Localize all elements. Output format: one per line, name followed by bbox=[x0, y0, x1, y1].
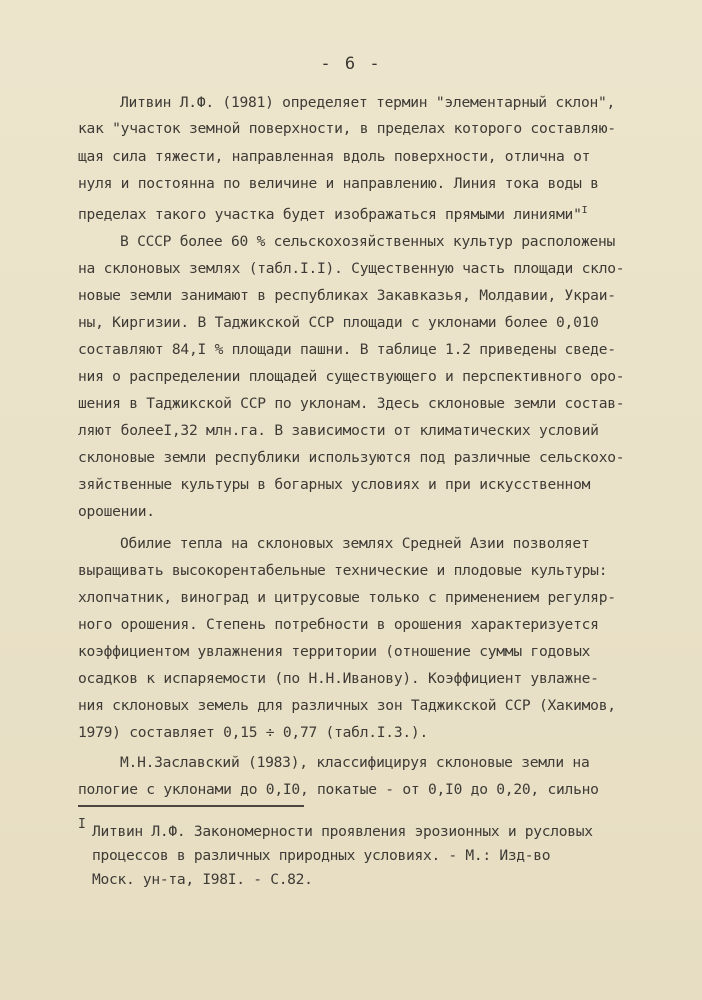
footnote-line: Литвин Л.Ф. Закономерности проявления эрозионных и русловых bbox=[92, 823, 593, 840]
page-number: - 6 - bbox=[320, 54, 382, 74]
text-line: выращивать высокорентабельные технические и плодовые культуры: bbox=[78, 562, 608, 579]
text-line: шения в Таджикской ССР по уклонам. Здесь склоновые земли состав- bbox=[78, 395, 625, 412]
text-line: ны, Киргизии. В Таджикской ССР площади с уклонами более 0,010 bbox=[78, 314, 599, 331]
text-line: хлопчатник, виноград и цитрусовые только с применением регуляр- bbox=[78, 589, 616, 606]
text-line: Обилие тепла на склоновых землях Средней Азии позволяет bbox=[120, 535, 590, 552]
text-line: М.Н.Заславский (1983), классифицируя склоновые земли на bbox=[120, 754, 590, 771]
text-line: как "участок земной поверхности, в пределах которого составляю- bbox=[78, 120, 616, 137]
text-line: орошении. bbox=[78, 503, 155, 520]
footnote-divider bbox=[78, 805, 304, 807]
text-line-content: пределах такого участка будет изображаться прямыми линиями" bbox=[78, 206, 582, 223]
text-line: склоновые земли республики используются под различные сельскохо- bbox=[78, 449, 625, 466]
footnote-marker: I bbox=[78, 817, 86, 832]
text-line: ния склоновых земель для различных зон Таджикской ССР (Хакимов, bbox=[78, 697, 616, 714]
text-line: осадков к испаряемости (по Н.Н.Иванову). Коэффициент увлажне- bbox=[78, 670, 599, 687]
text-line-with-footnote bbox=[78, 202, 587, 224]
footnote-reference: I bbox=[581, 205, 588, 216]
text-line: В СССР более 60 % сельскохозяйственных культур расположены bbox=[120, 233, 616, 250]
text-line: пологие с уклонами до 0,I0, покатые - от 0,I0 до 0,20, сильно bbox=[78, 781, 599, 798]
text-line: зяйственные культуры в богарных условиях и при искусственном bbox=[78, 476, 591, 493]
text-line: ного орошения. Степень потребности в орошения характеризуется bbox=[78, 616, 599, 633]
text-line: составляют 84,I % площади пашни. В таблице 1.2 приведены сведе- bbox=[78, 341, 616, 358]
footnote-line: Моск. ун-та, I98I. - С.82. bbox=[92, 871, 313, 888]
footnote-line: процессов в различных природных условиях. - М.: Изд-во bbox=[92, 847, 551, 864]
text-line: 1979) составляет 0,15 ÷ 0,77 (табл.I.3.). bbox=[78, 724, 428, 741]
text-line: на склоновых землях (табл.I.I). Существенную часть площади скло- bbox=[78, 260, 625, 277]
text-line: коэффициентом увлажнения территории (отношение суммы годовых bbox=[78, 643, 591, 660]
text-line: ляют болееI,32 млн.га. В зависимости от климатических условий bbox=[78, 422, 599, 439]
text-line: новые земли занимают в республиках Закавказья, Молдавии, Украи- bbox=[78, 287, 616, 304]
text-line: щая сила тяжести, направленная вдоль поверхности, отлична от bbox=[78, 148, 591, 165]
text-line: нуля и постоянна по величине и направлению. Линия тока воды в bbox=[78, 175, 599, 192]
text-line: ния о распределении площадей существующего и перспективного оро- bbox=[78, 368, 625, 385]
text-line: Литвин Л.Ф. (1981) определяет термин "элементарный склон", bbox=[120, 94, 616, 111]
